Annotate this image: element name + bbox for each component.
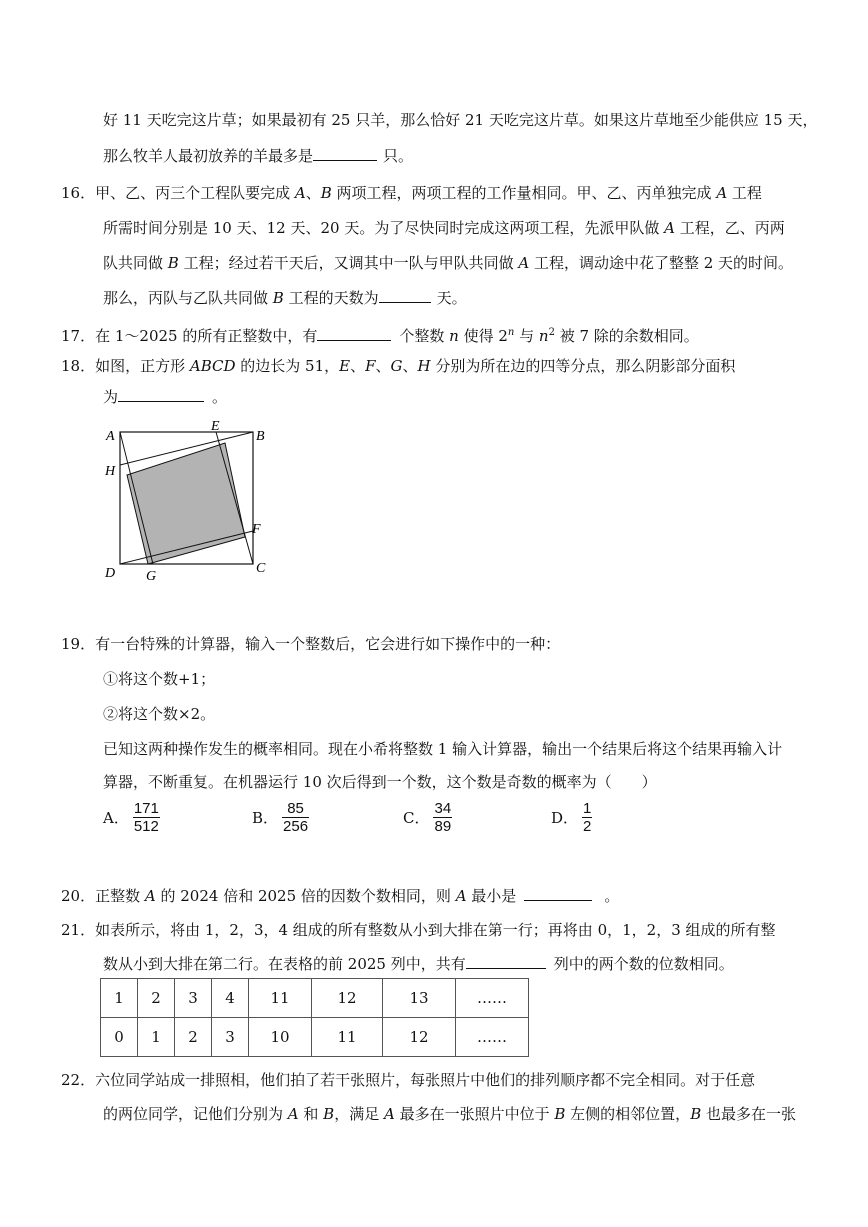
question-number: 21．: [61, 921, 96, 939]
var: B: [554, 1105, 566, 1123]
answer-blank[interactable]: [317, 326, 391, 341]
text: 的 2024 倍和 2025 倍的因数个数相同，则: [155, 887, 456, 905]
text: 正整数: [95, 887, 145, 905]
option-label: B．: [252, 809, 279, 827]
text: 所需时间分别是 10 天、12 天、20 天。为了尽快同时完成这两项工程，先派甲队做: [103, 219, 665, 237]
var: G: [390, 357, 403, 375]
label-b: B: [256, 429, 265, 444]
option-a[interactable]: [103, 800, 160, 835]
text: 工程: [727, 184, 762, 202]
text: 、: [402, 357, 418, 375]
question-16-line3: [103, 253, 793, 273]
answer-blank[interactable]: [118, 387, 204, 402]
question-21-line2: [103, 954, 734, 974]
text: 与: [514, 327, 539, 345]
var: E: [339, 357, 351, 375]
table-cell: 2: [138, 979, 175, 1018]
text: 的两位同学，记他们分别为: [103, 1105, 288, 1123]
text: 在 1～2025 的所有正整数中，有: [95, 327, 318, 345]
table-cell: 4: [212, 979, 249, 1018]
square-figure: [100, 420, 280, 590]
text: 六位同学站成一排照相，他们拍了若干张照片，每张照片中他们的排列顺序都不完全相同。对于任意: [95, 1071, 756, 1089]
text: 工程；经过若干天后，又调其中一队与甲队共同做: [178, 254, 519, 272]
question-16-line4: [103, 288, 467, 308]
text: 分别为所在边的四等分点，那么阴影部分面积: [430, 357, 736, 375]
option-d[interactable]: [551, 800, 592, 835]
text: 被 7 除的余数相同。: [554, 327, 699, 345]
table-cell: ……: [456, 979, 529, 1018]
var: F: [365, 357, 376, 375]
label-g: G: [146, 569, 157, 584]
var: A: [518, 254, 530, 272]
option-fraction: [582, 800, 592, 835]
denominator: 89: [434, 818, 452, 835]
var: H: [417, 357, 431, 375]
text: 使得 2: [458, 327, 508, 345]
label-d: D: [105, 566, 116, 581]
table-cell: 11: [312, 1018, 383, 1057]
q15-line1: 好 11 天吃完这片草；如果最初有 25 只羊，那么恰好 21 天吃完这片草。如果这片草地至少能供应 15 天，: [103, 111, 818, 129]
denominator: 256: [283, 818, 309, 835]
var: A: [383, 1105, 395, 1123]
table-cell: 12: [383, 1018, 456, 1057]
label-a: A: [106, 429, 115, 444]
question-17: [61, 323, 699, 346]
text: 两项工程，两项工程的工作量相同。甲、乙、丙单独完成: [331, 184, 717, 202]
numerator: 85: [282, 800, 309, 818]
q19-op2: ②将这个数×2。: [103, 705, 216, 723]
question-18-line2: [103, 387, 227, 407]
text: ，满足: [334, 1105, 384, 1123]
text: 、: [350, 357, 366, 375]
question-18-line1: [61, 356, 735, 376]
label-f: F: [252, 522, 261, 537]
question-number: 20．: [61, 887, 96, 905]
text: 有一台特殊的计算器，输入一个整数后，它会进行如下操作中的一种：: [95, 635, 561, 653]
var: B: [690, 1105, 702, 1123]
number-table: [100, 978, 529, 1057]
table-row: [101, 1018, 529, 1057]
table-cell: ……: [456, 1018, 529, 1057]
exponent: n: [507, 327, 515, 338]
var: A: [287, 1105, 299, 1123]
question-16-line2: [103, 218, 785, 238]
text: 数从小到大排在第二行。在表格的前 2025 列中，共有: [103, 955, 466, 973]
question-number: 16．: [61, 184, 96, 202]
option-fraction: [282, 800, 309, 835]
var: A: [716, 184, 728, 202]
text: 那么，丙队与乙队共同做: [103, 289, 273, 307]
text: 左侧的相邻位置，: [565, 1105, 691, 1123]
numerator: 1: [583, 800, 592, 817]
question-16-line1: [61, 183, 762, 203]
var: A: [144, 887, 156, 905]
table-cell: 3: [212, 1018, 249, 1057]
question-22-line1: [61, 1070, 755, 1090]
table-cell: 12: [312, 979, 383, 1018]
q19-line3: 算器，不断重复。在机器运行 10 次后得到一个数，这个数是奇数的概率为（ ）: [103, 773, 657, 791]
question-21-line1: [61, 920, 776, 940]
exponent: 2: [548, 327, 555, 338]
text: 工程，乙、丙两: [674, 219, 785, 237]
option-fraction: [433, 800, 452, 835]
q19-line2: 已知这两种操作发生的概率相同。现在小希将整数 1 输入计算器，输出一个结果后将这个结果再输入计: [103, 740, 783, 758]
q15-line2: [103, 146, 413, 166]
var: B: [167, 254, 179, 272]
numerator: 171: [133, 800, 159, 817]
var: A: [455, 887, 467, 905]
var: n: [538, 327, 549, 345]
table-cell: 0: [101, 1018, 138, 1057]
text: 、: [305, 184, 321, 202]
text: 天。: [436, 289, 467, 307]
q15-text: 那么牧羊人最初放养的羊最多是: [103, 147, 314, 165]
answer-blank[interactable]: [524, 886, 592, 901]
option-label: A．: [103, 809, 129, 827]
text: 最多在一张照片中位于: [394, 1105, 555, 1123]
table-cell: 1: [101, 979, 138, 1018]
answer-blank[interactable]: [379, 288, 431, 303]
text: 工程，调动途中花了整整 2 天的时间。: [529, 254, 794, 272]
text: 、: [375, 357, 391, 375]
answer-blank[interactable]: [313, 146, 377, 161]
text: 也最多在一张: [701, 1105, 796, 1123]
var: B: [272, 289, 284, 307]
q15-unit: 只。: [383, 147, 414, 165]
table-cell: 2: [175, 1018, 212, 1057]
shaded-region: [127, 443, 245, 564]
denominator: 2: [583, 818, 592, 835]
label-h: H: [105, 464, 116, 479]
table-cell: 10: [249, 1018, 312, 1057]
option-label: D．: [551, 809, 579, 827]
text: 为: [103, 388, 119, 406]
text: 和: [298, 1105, 324, 1123]
table-cell: 13: [383, 979, 456, 1018]
question-22-line2: [103, 1104, 796, 1124]
option-c[interactable]: [403, 800, 452, 835]
option-label: C．: [403, 809, 430, 827]
option-b[interactable]: [252, 800, 309, 835]
label-c: C: [256, 561, 266, 576]
table-cell: 1: [138, 1018, 175, 1057]
question-19-line1: [61, 634, 560, 654]
text: 如图，正方形: [95, 357, 190, 375]
question-20: [61, 886, 619, 906]
text: 列中的两个数的位数相同。: [553, 955, 734, 973]
text: 。: [604, 887, 620, 905]
text: 个整数: [399, 327, 450, 345]
var: A: [664, 219, 675, 237]
question-number: 22．: [61, 1071, 96, 1089]
numerator: 34: [434, 800, 452, 817]
text: 工程的天数为: [283, 289, 379, 307]
label-e: E: [211, 420, 220, 434]
var: A: [294, 184, 306, 202]
q19-op1: ①将这个数+1；: [103, 670, 216, 688]
table-cell: 3: [175, 979, 212, 1018]
text: 。: [212, 388, 228, 406]
text: 最小是: [466, 887, 517, 905]
var: B: [320, 184, 332, 202]
table-cell: 11: [249, 979, 312, 1018]
text: 甲、乙、丙三个工程队要完成: [95, 184, 295, 202]
text: 如表所示，将由 1，2，3，4 组成的所有整数从小到大排在第一行；再将由 0，1，2，3 组成的所有整: [95, 921, 776, 939]
question-number: 18．: [61, 357, 96, 375]
denominator: 512: [133, 818, 159, 835]
text: 队共同做: [103, 254, 168, 272]
text: 的边长为 51，: [235, 357, 340, 375]
question-number: 19．: [61, 635, 96, 653]
table-row: [101, 979, 529, 1018]
option-fraction: [133, 800, 160, 835]
var: B: [323, 1105, 335, 1123]
var: n: [449, 327, 459, 345]
answer-blank[interactable]: [466, 954, 546, 969]
var: ABCD: [189, 357, 236, 375]
question-number: 17．: [61, 327, 96, 345]
